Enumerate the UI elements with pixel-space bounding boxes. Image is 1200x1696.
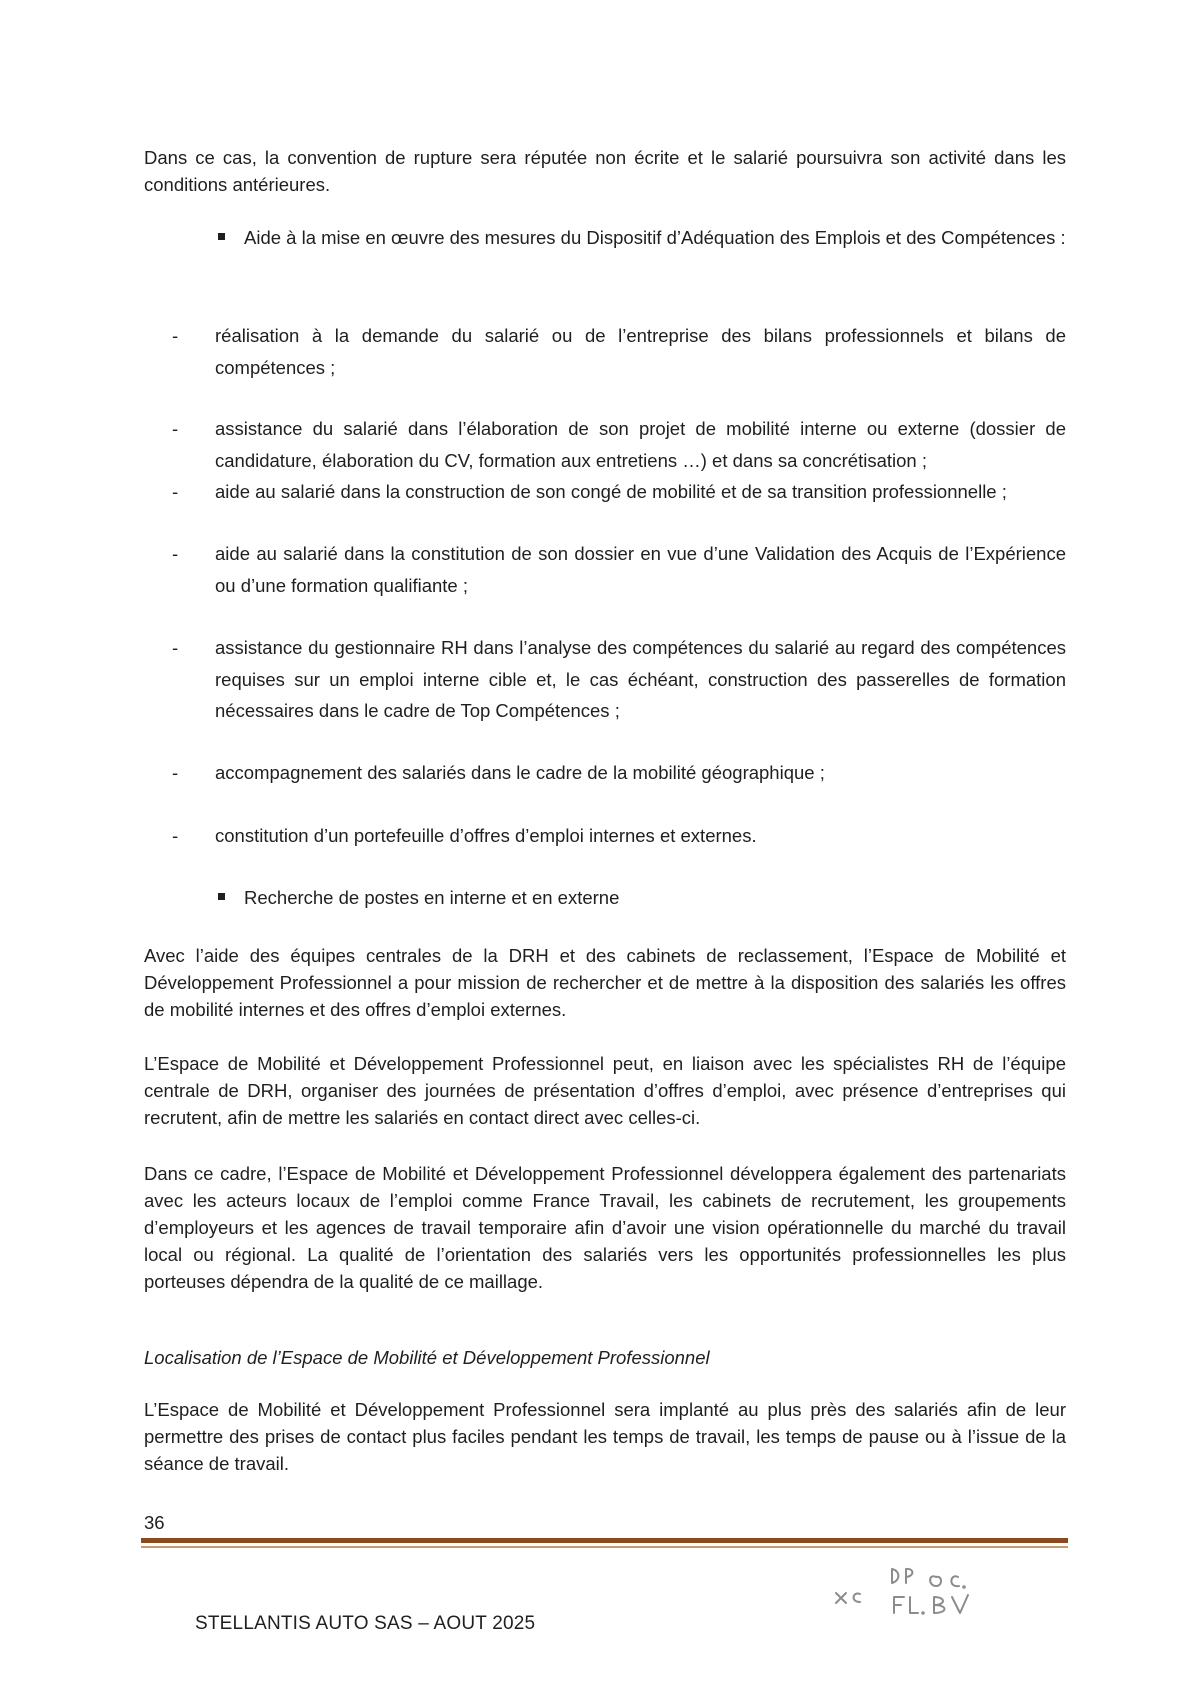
list-item-text: assistance du salarié dans l’élaboration de son projet de mobilité interne ou externe (dossier de candidature, élaboration du CV, formation aux entretiens …) et dans sa concrétisation ; bbox=[215, 418, 1066, 471]
list-item-text: réalisation à la demande du salarié ou de l’entreprise des bilans professionnels et bilans de compétences ; bbox=[215, 325, 1066, 378]
list-item-text: aide au salarié dans la constitution de son dossier en vue d’une Validation des Acquis de l’Expérience ou d’une formation qualifiante ; bbox=[215, 543, 1066, 596]
footer-rule-thick bbox=[141, 1538, 1068, 1543]
paragraph-recherche-1: Avec l’aide des équipes centrales de la DRH et des cabinets de reclassement, l’Espace de Mobilité et Développement Professionnel a pour mission de rechercher et de mettre à la disposition des salariés les offres de mobilité internes et des offres d’emploi externes. bbox=[144, 945, 1066, 1020]
bullet-recherche-label: Recherche de postes en interne et en externe bbox=[244, 887, 620, 908]
dash-marker: - bbox=[172, 762, 179, 783]
list-item bbox=[172, 632, 1066, 727]
list-item-text: constitution d’un portefeuille d’offres d’emploi internes et externes. bbox=[215, 825, 757, 846]
list-item bbox=[172, 476, 1066, 508]
dash-marker: - bbox=[172, 825, 179, 846]
list-item bbox=[172, 538, 1066, 601]
footer-rule-thin bbox=[141, 1546, 1068, 1548]
list-item-text: assistance du gestionnaire RH dans l’analyse des compétences du salarié au regard des compétences requises sur un emploi interne cible et, le cas échéant, construction des passerelles de formation nécessaires dans le cadre de Top Compétences ; bbox=[215, 637, 1066, 721]
dash-marker: - bbox=[172, 637, 179, 658]
list-item-text: aide au salarié dans la construction de son congé de mobilité et de sa transition professionnelle ; bbox=[215, 481, 1007, 502]
page-number: 36 bbox=[144, 1512, 165, 1533]
list-item bbox=[172, 413, 1066, 476]
dash-marker: - bbox=[172, 418, 179, 439]
bullet-aide-label: Aide à la mise en œuvre des mesures du Dispositif d’Adéquation des Emplois et des Compétences : bbox=[244, 227, 1066, 248]
paragraph-recherche-2: L’Espace de Mobilité et Développement Professionnel peut, en liaison avec les spécialistes RH de l’équipe centrale de DRH, organiser des journées de présentation d’offres d’emploi, avec présence d’entreprises qui recrutent, afin de mettre les salariés en contact direct avec celles-ci. bbox=[144, 1053, 1066, 1128]
list-item bbox=[172, 320, 1066, 383]
square-bullet-icon bbox=[218, 233, 225, 240]
square-bullet-icon bbox=[218, 893, 225, 900]
dash-marker: - bbox=[172, 543, 179, 564]
paragraph-intro: Dans ce cas, la convention de rupture sera réputée non écrite et le salarié poursuivra son activité dans les conditions antérieures. bbox=[144, 147, 1066, 195]
handwritten-initials bbox=[830, 1555, 1010, 1625]
list-item-text: accompagnement des salariés dans le cadre de la mobilité géographique ; bbox=[215, 762, 825, 783]
list-item bbox=[172, 757, 1066, 789]
bullet-recherche bbox=[214, 882, 1066, 913]
section-heading-localisation: Localisation de l’Espace de Mobilité et Développement Professionnel bbox=[144, 1347, 710, 1368]
dash-marker: - bbox=[172, 325, 179, 346]
footer-company-date: STELLANTIS AUTO SAS – AOUT 2025 bbox=[195, 1613, 536, 1634]
paragraph-localisation: L’Espace de Mobilité et Développement Professionnel sera implanté au plus près des salariés afin de leur permettre des prises de contact plus faciles pendant les temps de travail, les temps de pause ou à l’issue de la séance de travail. bbox=[144, 1399, 1066, 1474]
list-item bbox=[172, 820, 1066, 852]
bullet-aide bbox=[214, 222, 1066, 253]
dash-marker: - bbox=[172, 481, 179, 502]
paragraph-recherche-3: Dans ce cadre, l’Espace de Mobilité et Développement Professionnel développera également des partenariats avec les acteurs locaux de l’emploi comme France Travail, les cabinets de recrutement, les groupements d’employeurs et les agences de travail temporaire afin d’avoir une vision opérationnelle du marché du travail local ou régional. La qualité de l’orientation des salariés vers les opportunités professionnelles les plus porteuses dépendra de la qualité de ce maillage. bbox=[144, 1163, 1066, 1292]
